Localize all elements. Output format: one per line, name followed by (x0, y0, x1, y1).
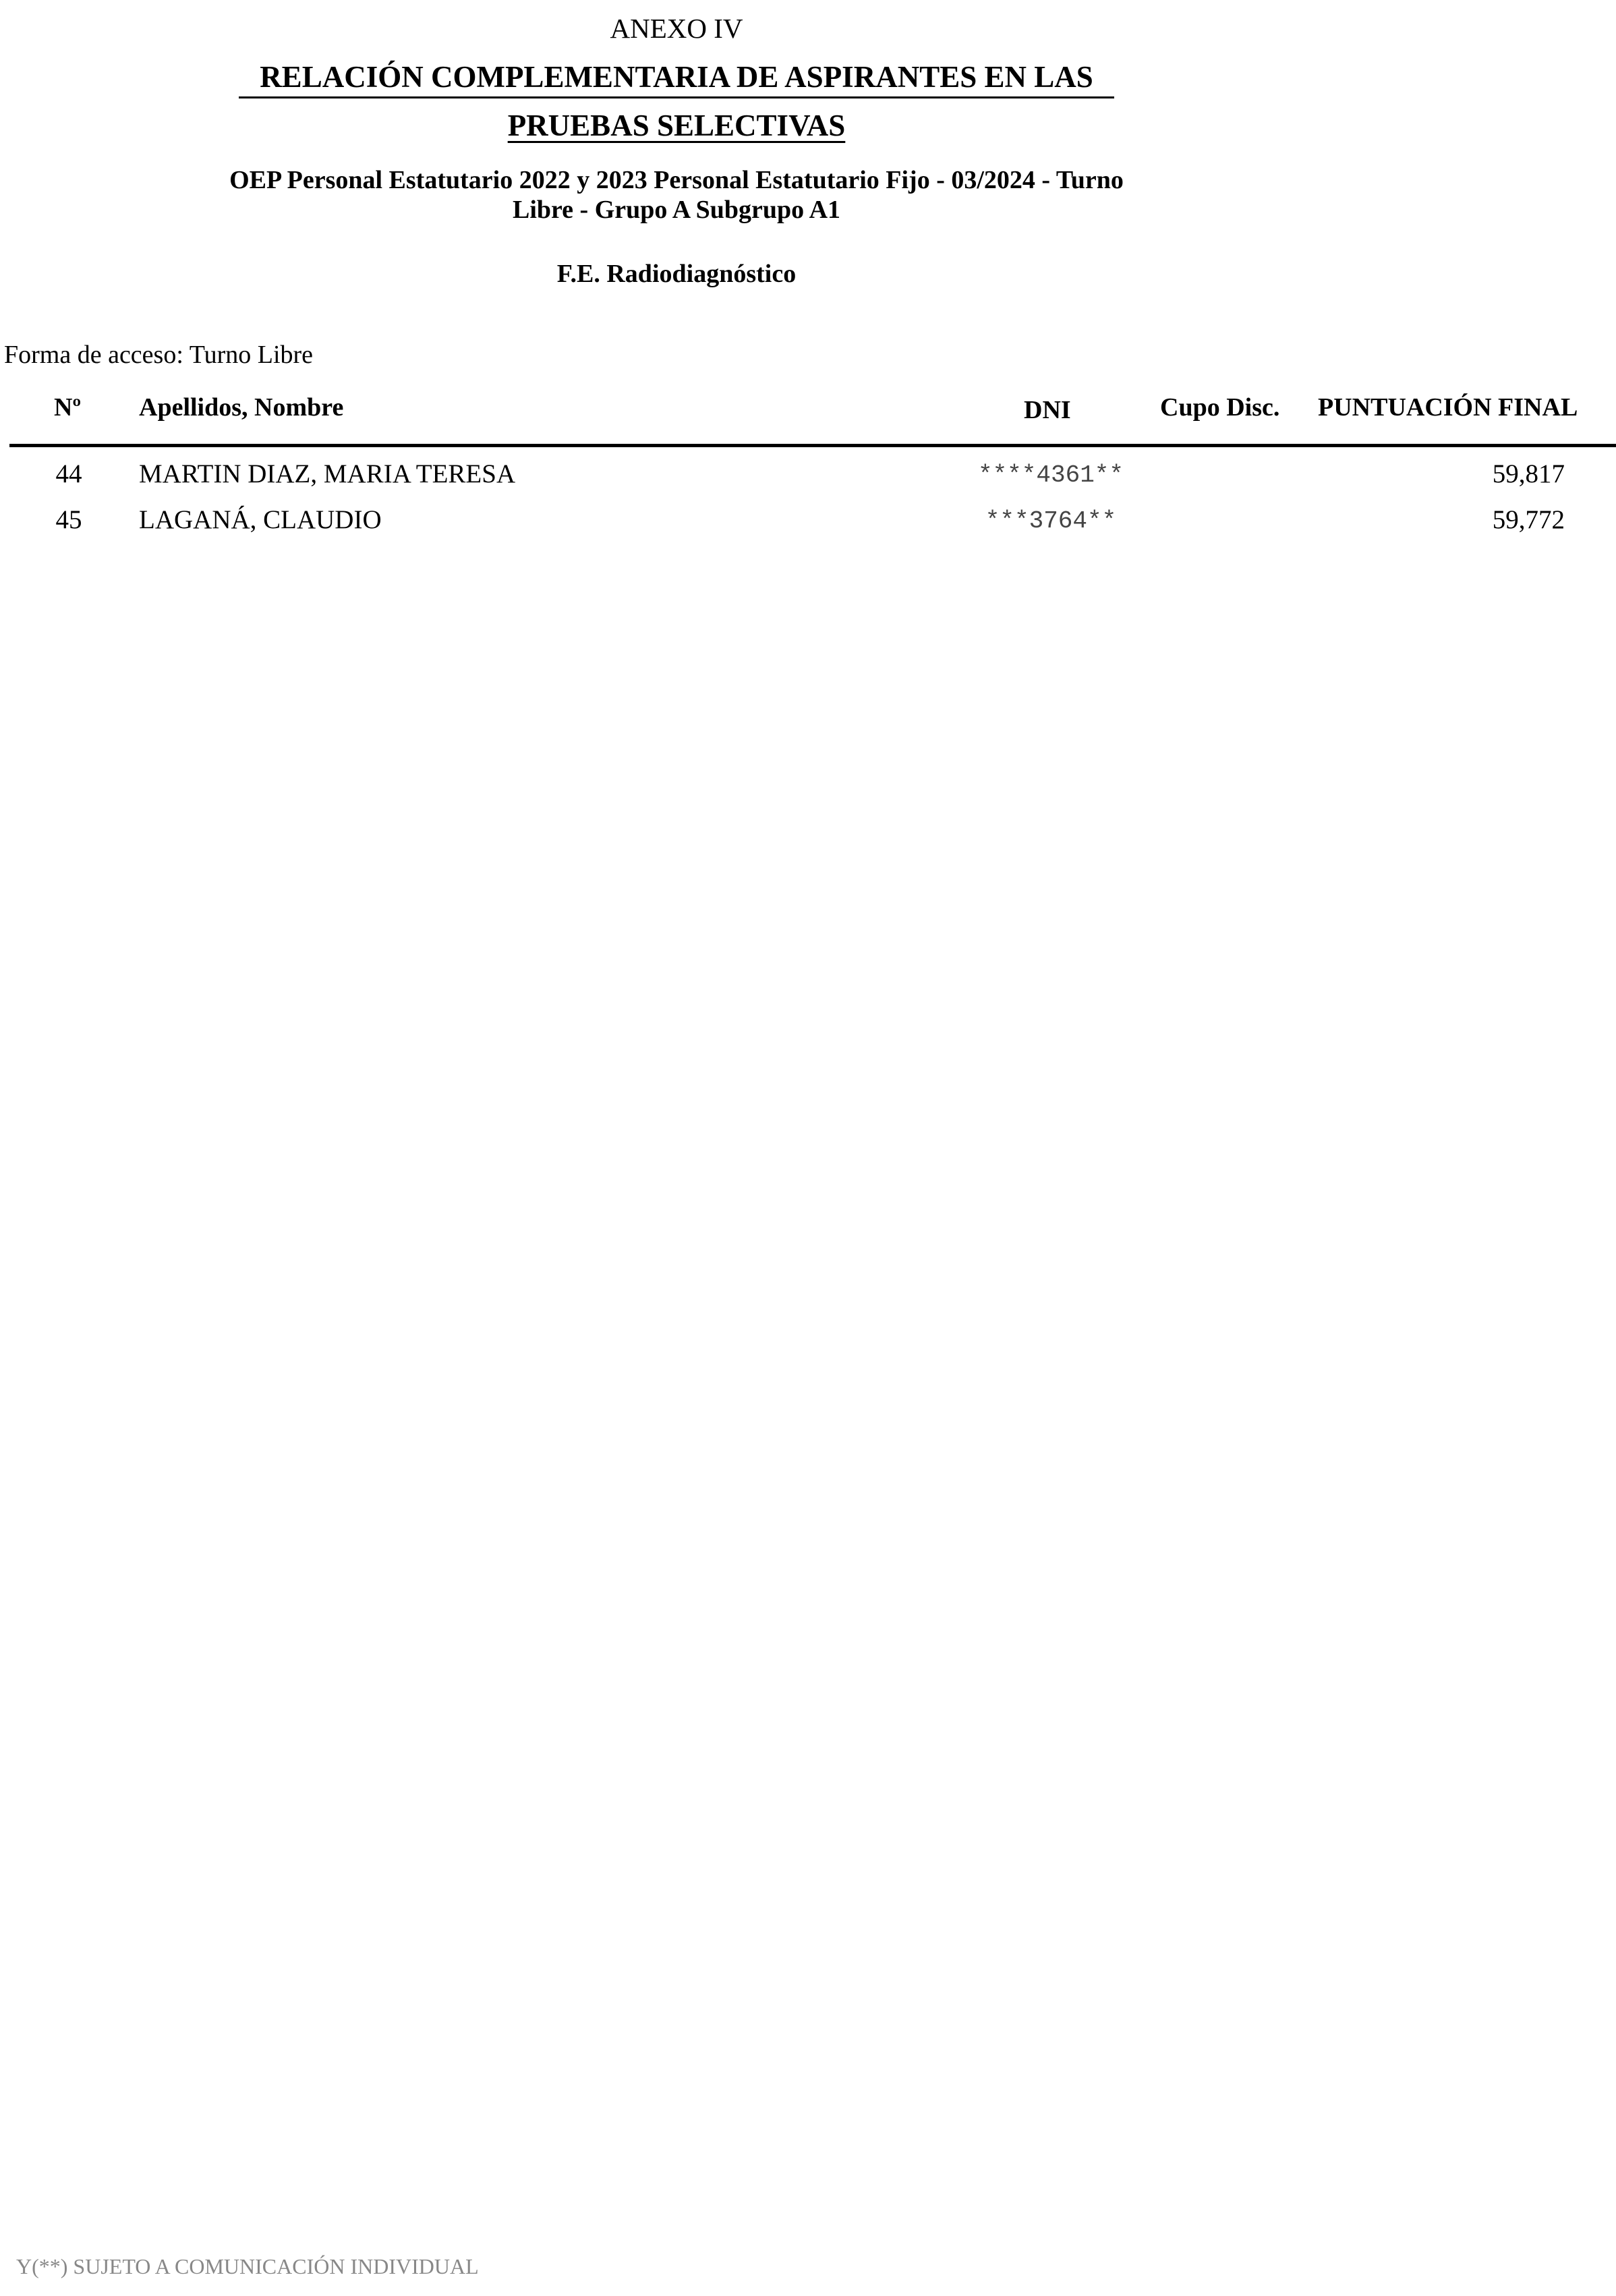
row-number: 45 (55, 505, 82, 534)
row-score: 59,772 (1492, 505, 1565, 534)
access-form-label: Forma de acceso: Turno Libre (4, 341, 314, 369)
row-score: 59,817 (1492, 459, 1565, 488)
table-row (0, 505, 1616, 545)
row-name: LAGANÁ, CLAUDIO (139, 505, 382, 534)
table-row (0, 459, 1616, 499)
column-header-cupo: Cupo Disc. (1160, 393, 1280, 422)
row-number: 44 (55, 459, 82, 488)
column-header-number: Nº (54, 393, 81, 422)
specialty-title: F.E. Radiodiagnóstico (556, 260, 797, 288)
row-dni: ****4361** (977, 461, 1124, 489)
table-header-rule (9, 444, 1616, 447)
document-title-line2: PRUEBAS SELECTIVAS (507, 109, 846, 142)
footer-note: Y(**) SUJETO A COMUNICACIÓN INDIVIDUAL (16, 2254, 479, 2278)
column-header-name: Apellidos, Nombre (139, 393, 344, 422)
row-name: MARTIN DIAZ, MARIA TERESA (139, 459, 516, 488)
annex-label: ANEXO IV (610, 13, 743, 44)
column-header-score: PUNTUACIÓN FINAL (1318, 393, 1578, 422)
process-subtitle-line2: Libre - Grupo A Subgrupo A1 (512, 196, 841, 224)
title-underline (239, 96, 1114, 98)
process-subtitle-line1: OEP Personal Estatutario 2022 y 2023 Personal Estatutario Fijo - 03/2024 - Turno (229, 166, 1124, 194)
row-dni: ***3764** (985, 507, 1117, 535)
document-title-line1: RELACIÓN COMPLEMENTARIA DE ASPIRANTES EN LAS (260, 60, 1093, 94)
column-header-dni: DNI (1024, 396, 1071, 424)
